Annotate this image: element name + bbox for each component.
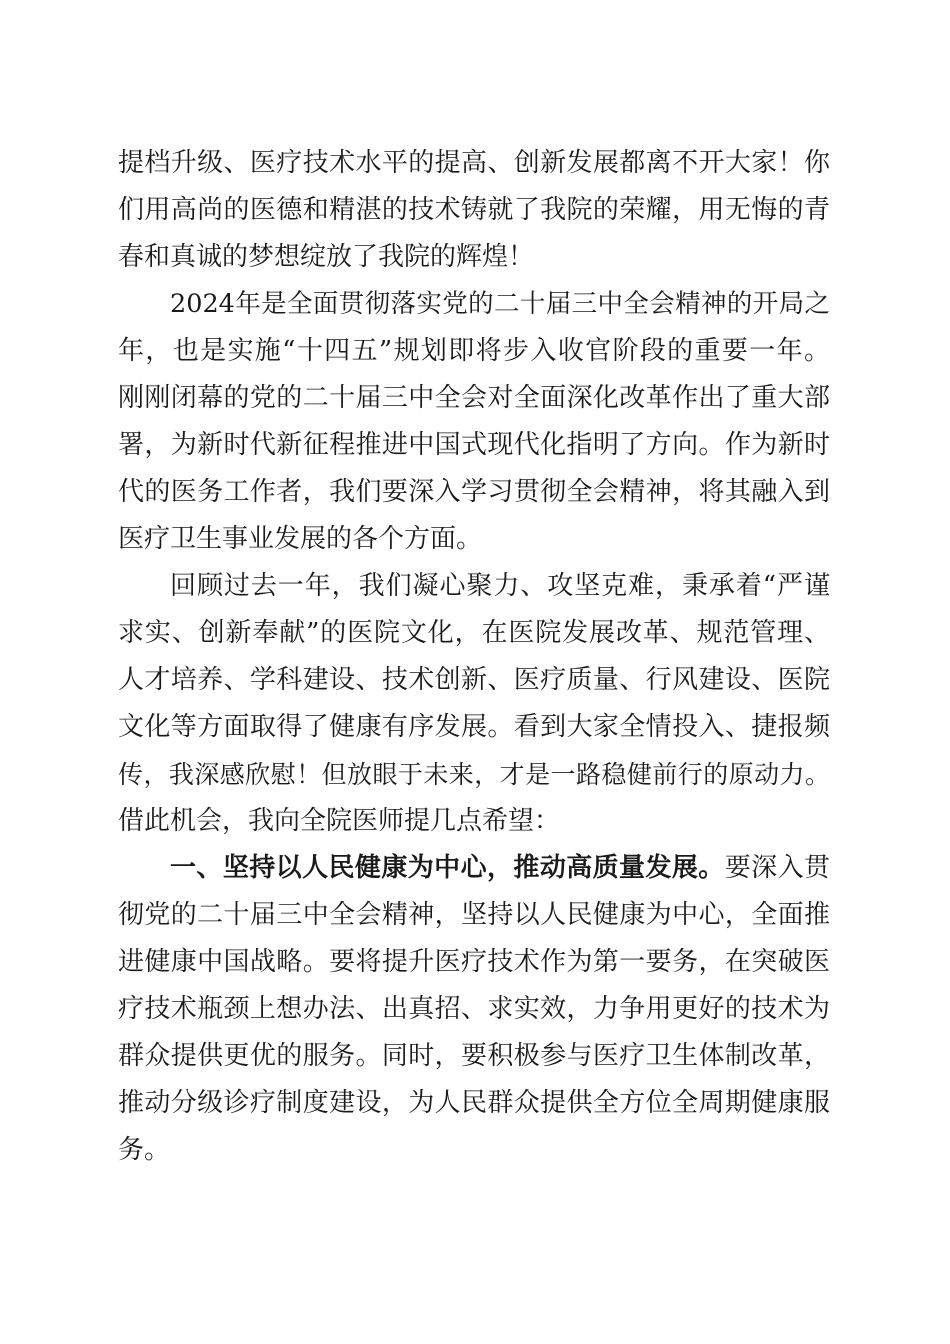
text-line: 人才培养、学科建设、技术创新、医疗质量、行风建设、医院 bbox=[118, 665, 830, 695]
text-line: 回顾过去一年，我们凝心聚力、攻坚克难，秉承着“严谨 bbox=[170, 571, 830, 601]
paragraph-3 bbox=[118, 563, 830, 845]
paragraph-1 bbox=[118, 140, 830, 281]
document-body bbox=[118, 140, 830, 1174]
paragraph-2 bbox=[118, 281, 830, 563]
text-line: 春和真诚的梦想绽放了我院的辉煌！ bbox=[118, 242, 535, 272]
text-line: 求实、创新奉献”的医院文化，在医院发展改革、规范管理、 bbox=[118, 618, 830, 648]
text-line: 推动分级诊疗制度建设，为人民群众提供全方位全周期健康服 bbox=[118, 1088, 830, 1118]
text-line bbox=[118, 845, 830, 892]
text-line: 代的医务工作者，我们要深入学习贯彻全会精神，将其融入到 bbox=[118, 477, 830, 507]
text-line: 疗技术瓶颈上想办法、出真招、求实效，力争用更好的技术为 bbox=[118, 994, 830, 1024]
text-line: 进健康中国战略。要将提升医疗技术作为第一要务，在突破医 bbox=[118, 947, 830, 977]
text-line: 刚刚闭幕的党的二十届三中全会对全面深化改革作出了重大部 bbox=[118, 383, 830, 413]
text-line: 年，也是实施“十四五”规划即将步入收官阶段的重要一年。 bbox=[118, 336, 830, 366]
text-line: 署，为新时代新征程推进中国式现代化指明了方向。作为新时 bbox=[118, 430, 830, 460]
text-line: 传，我深感欣慰！但放眼于未来，才是一路稳健前行的原动力。 bbox=[118, 760, 830, 789]
text-line: 群众提供更优的服务。同时，要积极参与医疗卫生体制改革， bbox=[118, 1041, 830, 1071]
text-line: 医疗卫生事业发展的各个方面。 bbox=[118, 524, 483, 554]
text-line: 务。 bbox=[118, 1135, 171, 1165]
text-line: 彻党的二十届三中全会精神，坚持以人民健康为中心，全面推 bbox=[118, 900, 830, 930]
text-line: 2024年是全面贯彻落实党的二十届三中全会精神的开局之 bbox=[170, 289, 830, 319]
text-run: 要深入贯 bbox=[724, 853, 830, 883]
text-line: 借此机会，我向全院医师提几点希望： bbox=[118, 806, 561, 836]
paragraph-4 bbox=[118, 845, 830, 1174]
section-heading: 一、坚持以人民健康为中心，推动高质量发展。 bbox=[170, 853, 725, 883]
text-line: 提档升级、医疗技术水平的提高、创新发展都离不开大家！你 bbox=[118, 148, 830, 178]
text-line: 文化等方面取得了健康有序发展。看到大家全情投入、捷报频 bbox=[118, 712, 830, 742]
text-line: 们用高尚的医德和精湛的技术铸就了我院的荣耀，用无悔的青 bbox=[118, 195, 830, 225]
